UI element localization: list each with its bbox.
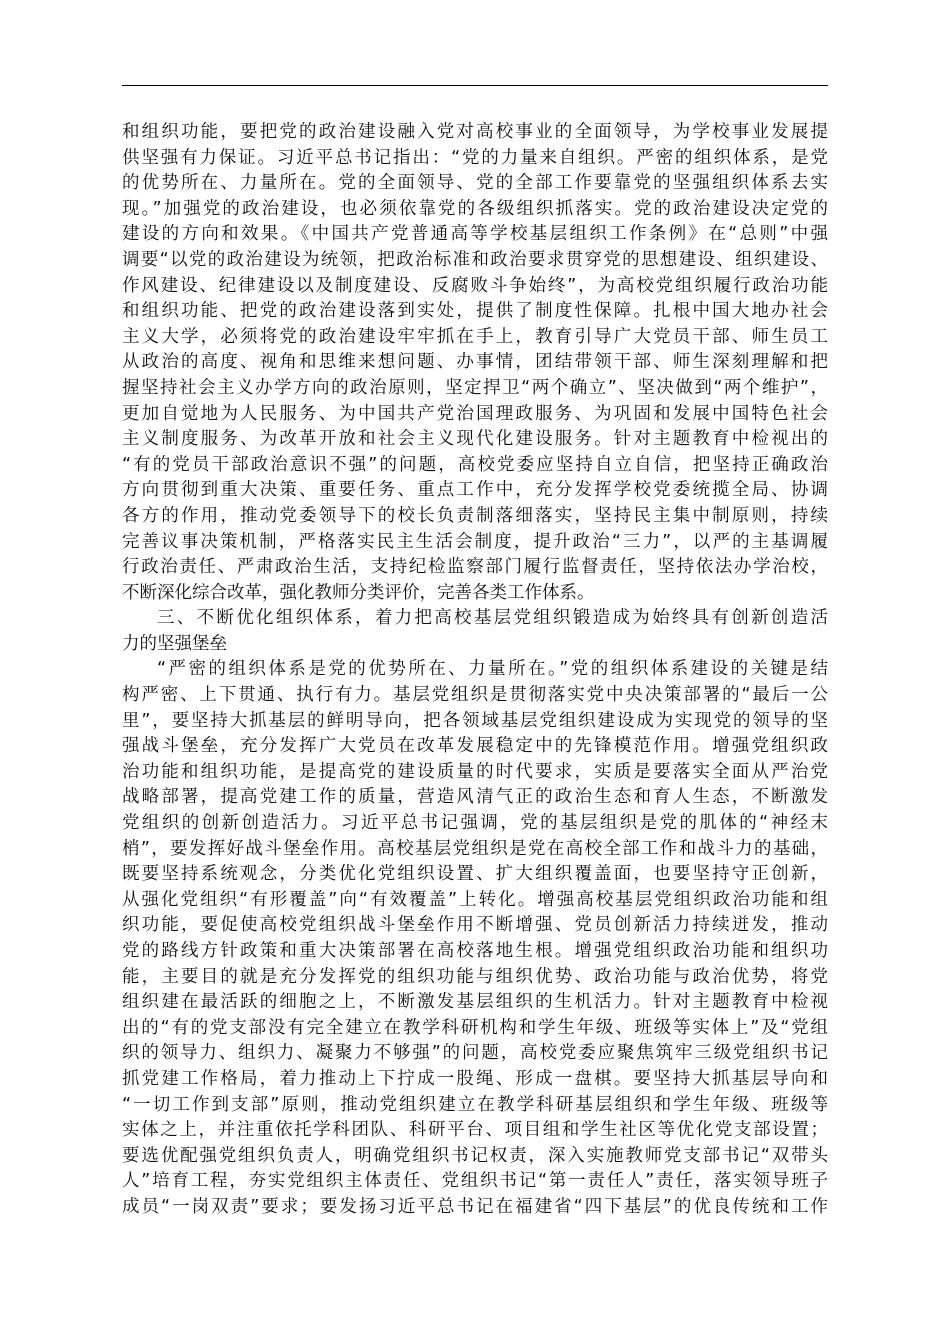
text-line: 抓党建工作格局，着力推动上下拧成一股绳、形成一盘棋。要坚持大抓基层导向和: [122, 1068, 828, 1089]
text-line: 完善议事决策机制，严格落实民主生活会制度，提升政治“三力”，以严的主基调履: [122, 531, 828, 552]
section-heading-line: 力的坚强堡垒: [122, 633, 227, 654]
text-line: 更加自觉地为人民服务、为中国共产党治国理政服务、为巩固和发展中国特色社会: [122, 403, 828, 424]
text-line: 实体之上，并注重依托学科团队、科研平台、项目组和学生社区等优化党支部设置；: [122, 1120, 828, 1141]
text-line: 从强化党组织“有形覆盖”向“有效覆盖”上转化。增强高校基层党组织政治功能和组: [122, 889, 828, 910]
text-line: 治功能和组织功能，是提高党的建设质量的时代要求，实质是要落实全面从严治党: [122, 761, 828, 782]
text-line: 和组织功能，要把党的政治建设融入党对高校事业的全面领导，为学校事业发展提: [122, 122, 828, 142]
text-line: 织的领导力、组织力、凝聚力不够强”的问题，高校党委应聚焦筑牢三级党组织书记: [122, 1043, 828, 1064]
text-line: 和组织功能、把党的政治建设落到实处，提供了制度性保障。扎根中国大地办社会: [122, 301, 828, 322]
paragraph-start-line: “严密的组织体系是党的优势所在、力量所在。”党的组织体系建设的关键是结: [157, 659, 828, 680]
text-line: “有的党员干部政治意识不强”的问题，高校党委应坚持自立自信，把坚持正确政治: [122, 454, 828, 475]
text-line: 主义大学，必须将党的政治建设牢牢抓在手上，教育引导广大党员干部、师生员工: [122, 326, 828, 347]
text-line: 建设的方向和效果。《中国共产党普通高等学校基层组织工作条例》在“总则”中强: [122, 224, 828, 245]
text-line: 党的路线方针政策和重大决策部署在高校落地生根。增强党组织政治功能和组织功: [122, 941, 828, 961]
text-line: 人”培育工程，夯实党组织主体责任、党组织书记“第一责任人”责任，落实领导班子: [122, 1171, 828, 1192]
text-line: 战略部署，提高党建工作的质量，营造风清气正的政治生态和育人生态，不断激发: [122, 787, 828, 808]
text-line: 构严密、上下贯通、执行有力。基层党组织是贯彻落实党中央决策部署的“最后一公: [122, 685, 828, 706]
text-line: “一切工作到支部”原则，推动党组织建立在教学科研基层组织和学生年级、班级等: [122, 1094, 828, 1115]
text-line: 从政治的高度、视角和思维来想问题、办事情，团结带领干部、师生深刻理解和把: [122, 352, 828, 373]
text-line: 各方的作用，推动党委领导下的校长负责制落细落实，坚持民主集中制原则，持续: [122, 505, 828, 526]
header-divider: [122, 85, 828, 86]
paragraph-end-line: 不断深化综合改革，强化教师分类评价，完善各类工作体系。: [122, 582, 595, 603]
document-body: [122, 120, 828, 1221]
section-heading-line: 三、不断优化组织体系，着力把高校基层党组织锻造成为始终具有创新创造活: [157, 608, 828, 629]
text-line: 组织建在最活跃的细胞之上，不断激发基层组织的生机活力。针对主题教育中检视: [122, 992, 828, 1013]
text-line: 主义制度服务、为改革开放和社会主义现代化建设服务。针对主题教育中检视出的: [122, 429, 828, 450]
text-line: 方向贯彻到重大决策、重要任务、重点工作中，充分发挥学校党委统揽全局、协调: [122, 480, 828, 501]
text-line: 党组织的创新创造活力。习近平总书记强调，党的基层组织是党的肌体的“神经末: [122, 813, 828, 834]
text-line: 既要坚持系统观念，分类优化党组织设置、扩大组织覆盖面，也要坚持守正创新，: [122, 864, 828, 885]
text-line: 梢”，要发挥好战斗堡垒作用。高校基层党组织是党在高校全部工作和战斗力的基础，: [122, 838, 828, 859]
text-line: 能，主要目的就是充分发挥党的组织功能与组织优势、政治功能与政治优势，将党: [122, 966, 828, 987]
text-line: 行政治责任、严肃政治生活，支持纪检监察部门履行监督责任，坚持依法办学治校，: [122, 557, 828, 578]
text-line: 调要“以党的政治建设为统领，把政治标准和政治要求贯穿党的思想建设、组织建设、: [122, 249, 828, 270]
text-line: 里”，要坚持大抓基层的鲜明导向，把各领域基层党组织建设成为实现党的领导的坚: [122, 710, 828, 731]
text-line: 强战斗堡垒，充分发挥广大党员在改革发展稳定中的先锋模范作用。增强党组织政: [122, 736, 828, 757]
text-line: 作风建设、纪律建设以及制度建设、反腐败斗争始终”，为高校党组织履行政治功能: [122, 275, 828, 296]
text-line: 现。”加强党的政治建设，也必须依靠党的各级组织抓落实。党的政治建设决定党的: [122, 198, 828, 219]
text-line: 的优势所在、力量所在。党的全面领导、党的全部工作要靠党的坚强组织体系去实: [122, 173, 828, 194]
text-line: 成员“一岗双责”要求；要发扬习近平总书记在福建省“四下基层”的优良传统和工作: [122, 1196, 828, 1217]
text-line: 供坚强有力保证。习近平总书记指出：“党的力量来自组织。严密的组织体系，是党: [122, 147, 828, 168]
text-line: 要选优配强党组织负责人，明确党组织书记权责，深入实施教师党支部书记“双带头: [122, 1145, 828, 1166]
text-line: 织功能，要促使高校党组织战斗堡垒作用不断增强、党员创新活力持续迸发，推动: [122, 915, 828, 936]
text-line: 握坚持社会主义办学方向的政治原则，坚定捍卫“两个确立”、坚决做到“两个维护”，: [122, 377, 828, 398]
text-line: 出的“有的党支部没有完全建立在教学科研机构和学生年级、班级等实体上”及“党组: [122, 1017, 828, 1038]
